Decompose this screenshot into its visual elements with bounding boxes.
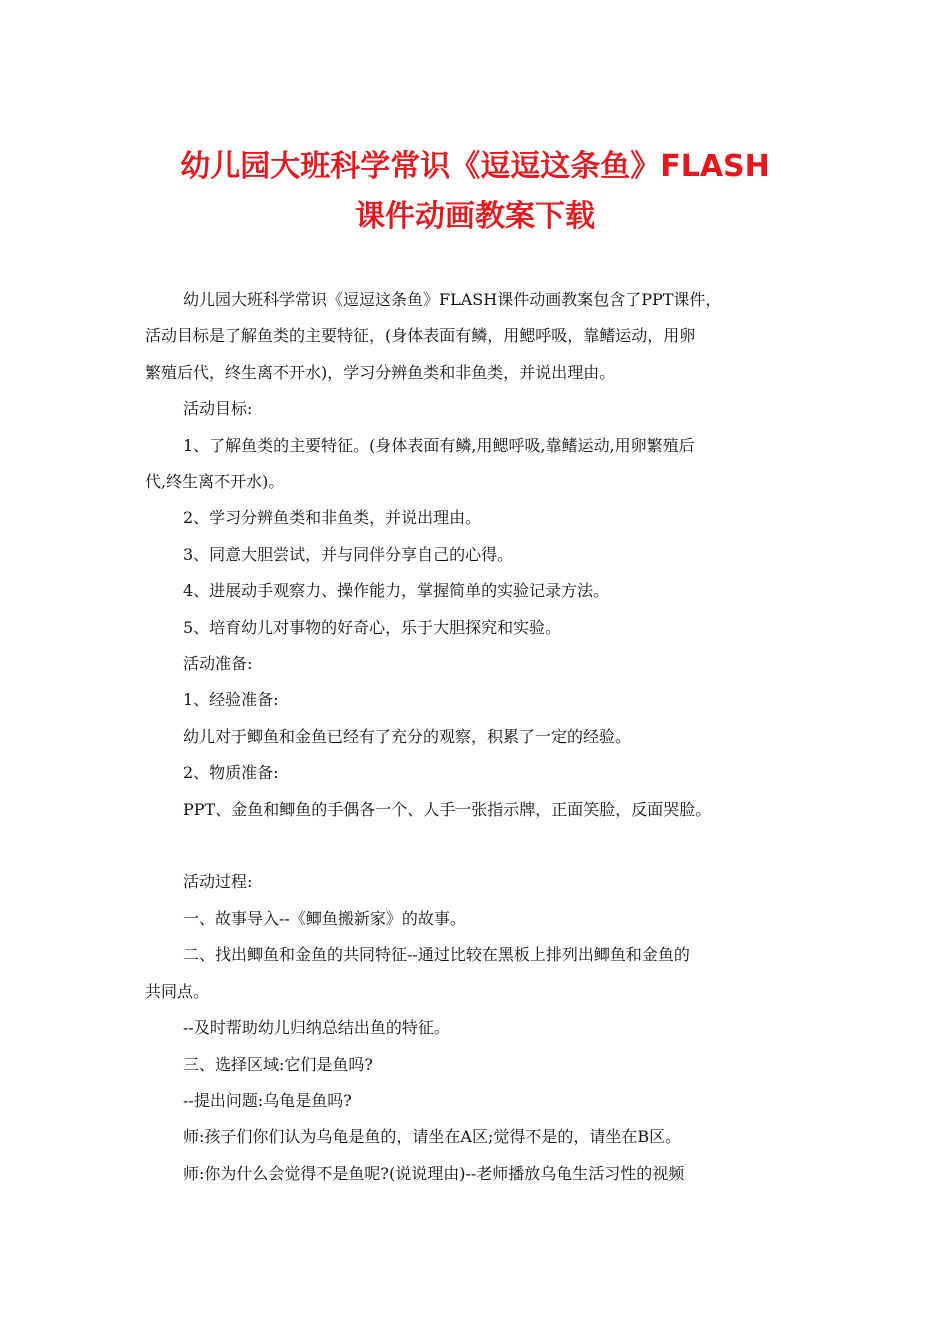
step-2-note: --及时帮助幼儿归纳总结出鱼的特征。 [183,1018,450,1038]
step-2-line-2: 共同点。 [145,981,210,1001]
paragraph-gap [145,828,807,864]
section-heading-preparation: 活动准备: [183,654,253,674]
teacher-line-2: 师:你为什么会觉得不是鱼呢?(说说理由)--老师播放乌龟生活习性的视频 [183,1163,685,1183]
goal-3: 3、同意大胆尝试，并与同伴分享自己的心得。 [183,544,514,564]
step-3: 三、选择区域:它们是鱼吗? [183,1054,373,1074]
intro-line-1: 幼儿园大班科学常识《逗逗这条鱼》FLASH课件动画教案包含了PPT课件， [183,290,722,309]
goal-5: 5、培育幼儿对事物的好奇心，乐于大胆探究和实验。 [183,617,562,637]
step-2-line-1: 二、找出鲫鱼和金鱼的共同特征--通过比较在黑板上排列出鲫鱼和金鱼的 [183,945,690,965]
title-line-2: 课件动画教案下载 [355,199,595,234]
goal-2: 2、学习分辨鱼类和非鱼类，并说出理由。 [183,508,482,528]
step-3-question: --提出问题:乌龟是鱼吗? [183,1090,352,1110]
prep-1-heading: 1、经验准备: [183,690,279,710]
title-line-1: 幼儿园大班科学常识《逗逗这条鱼》FLASH [180,149,770,184]
goal-4: 4、进展动手观察力、操作能力，掌握简单的实验记录方法。 [183,581,610,601]
teacher-line-1: 师:孩子们你们认为乌龟是鱼的，请坐在A区;觉得不是的，请坐在B区。 [183,1127,682,1147]
intro-line-3: 繁殖后代，终生离不开水)，学习分辨鱼类和非鱼类，并说出理由。 [145,362,616,382]
section-heading-goals: 活动目标: [183,399,253,419]
prep-2-text: PPT、金鱼和鲫鱼的手偶各一个、人手一张指示牌，正面笑脸，反面哭脸。 [183,799,712,819]
prep-1-text: 幼儿对于鲫鱼和金鱼已经有了充分的观察，积累了一定的经验。 [183,726,632,746]
step-1: 一、故事导入--《鲫鱼搬新家》的故事。 [183,908,466,928]
document-title [100,142,850,242]
goal-1-line-1: 1、了解鱼类的主要特征。(身体表面有鳞,用鳃呼吸,靠鳍运动,用卵繁殖后 [183,435,695,455]
section-heading-process: 活动过程: [183,872,253,892]
intro-line-2: 活动目标是了解鱼类的主要特征，(身体表面有鳞，用鳃呼吸，靠鳍运动，用卵 [145,326,696,346]
prep-2-heading: 2、物质准备: [183,763,279,783]
goal-1-line-2: 代,终生离不开水)。 [145,472,285,492]
document-body [145,282,807,1192]
